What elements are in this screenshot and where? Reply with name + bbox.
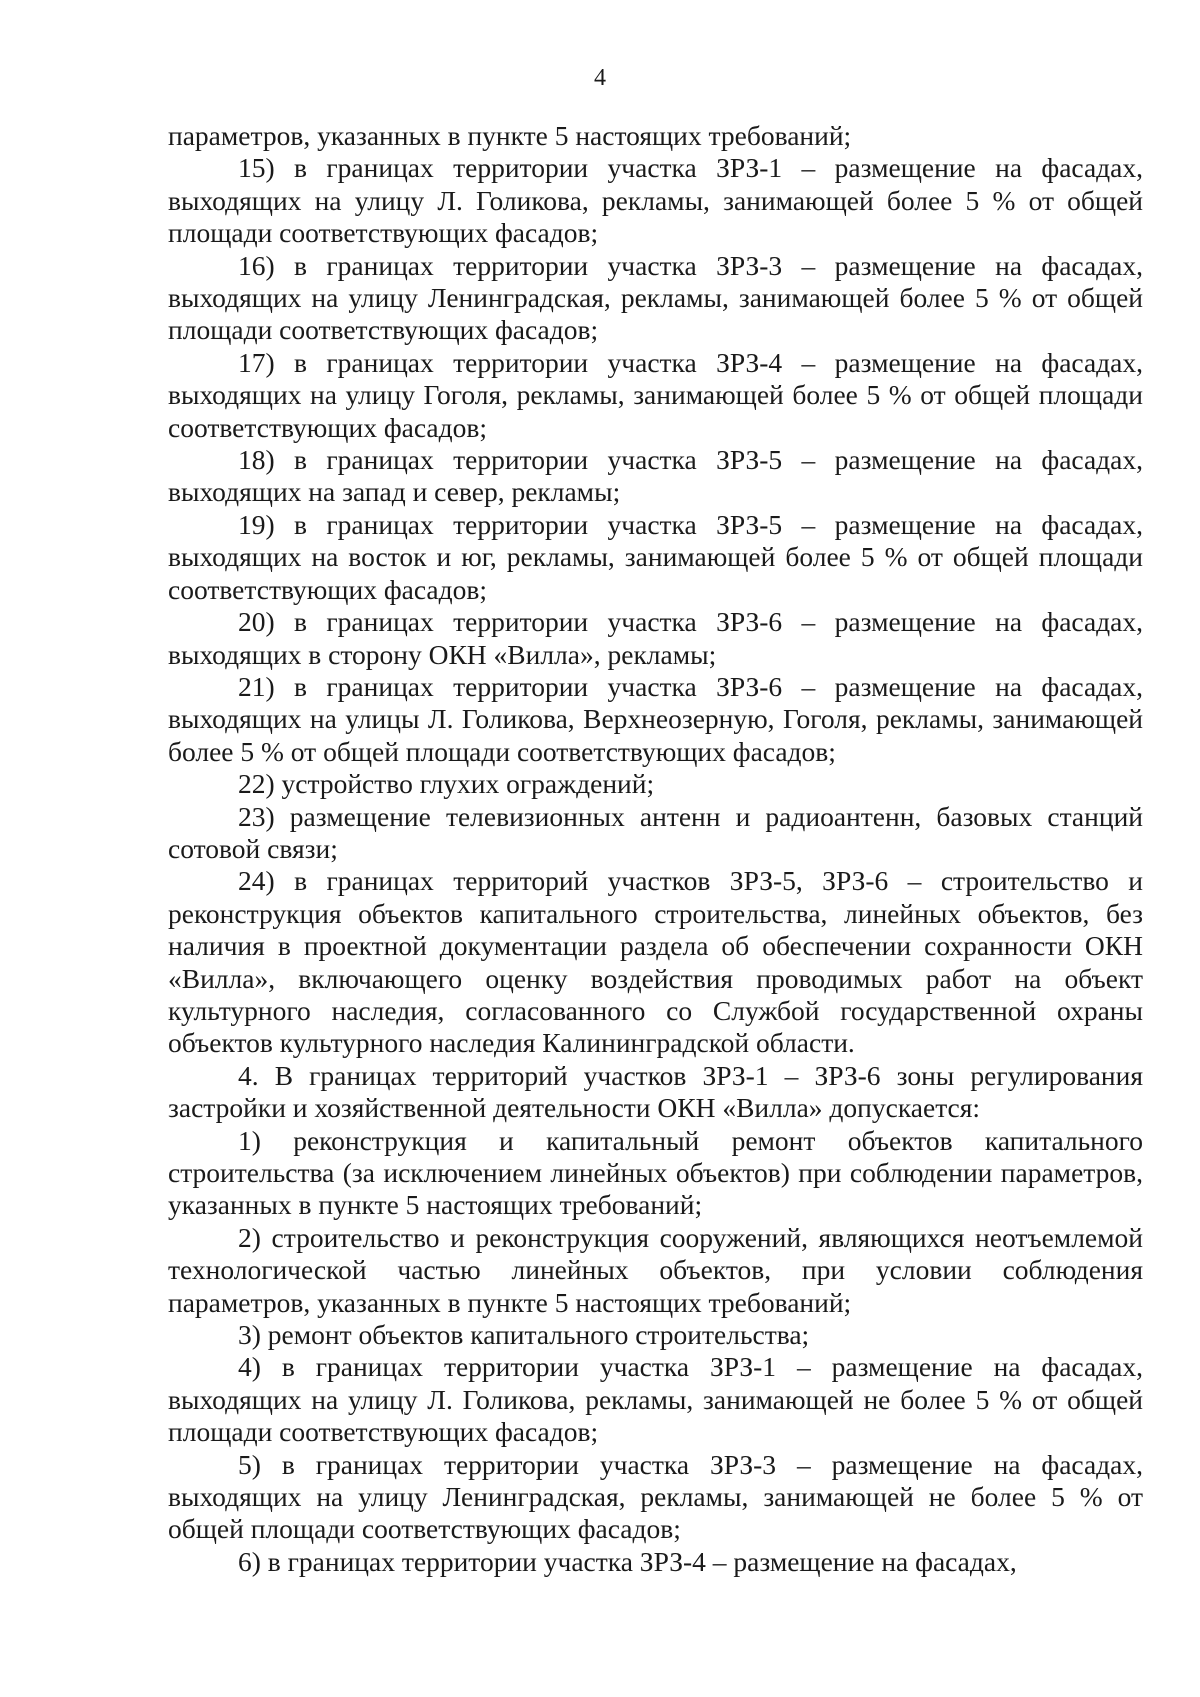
paragraph-item-19: 19) в границах территории участка ЗРЗ-5 – размещение на фасадах, выходящих на восток и юг, рекламы, занимающей более 5 % от общей площади соответствующих фасадов; (168, 508, 1143, 605)
page-number: 4 (594, 65, 606, 91)
paragraph-item-15: 15) в границах территории участка ЗРЗ-1 – размещение на фасадах, выходящих на улицу Л. Голикова, рекламы, занимающей более 5 % от общей площади соответствующих фасадов; (168, 152, 1143, 249)
paragraph-allowed-item-2: 2) строительство и реконструкция сооружений, являющихся неотъемлемой технологической частью линейных объектов, при условии соблюдения параметров, указанных в пункте 5 настоящих требований; (168, 1221, 1143, 1318)
paragraph-item-18: 18) в границах территории участка ЗРЗ-5 – размещение на фасадах, выходящих на запад и север, рекламы; (168, 444, 1143, 508)
paragraph-item-20: 20) в границах территории участка ЗРЗ-6 – размещение на фасадах, выходящих в сторону ОКН «Вилла», рекламы; (168, 606, 1143, 670)
paragraph-allowed-item-4: 4) в границах территории участка ЗРЗ-1 – размещение на фасадах, выходящих на улицу Л. Голикова, рекламы, занимающей не более 5 % от общей площади соответствующих фасадов; (168, 1351, 1143, 1448)
paragraph-item-16: 16) в границах территории участка ЗРЗ-3 – размещение на фасадах, выходящих на улицу Ленинградская, рекламы, занимающей более 5 % от общей площади соответствующих фасадов; (168, 249, 1143, 346)
paragraph-allowed-item-5: 5) в границах территории участка ЗРЗ-3 – размещение на фасадах, выходящих на улицу Ленинградская, рекламы, занимающей не более 5 % от общей площади соответствующих фасадов; (168, 1448, 1143, 1545)
paragraph-item-22: 22) устройство глухих ограждений; (238, 768, 655, 800)
paragraph-allowed-item-3: 3) ремонт объектов капитального строительства; (238, 1319, 810, 1351)
document-body (168, 120, 1143, 1578)
paragraph-allowed-item-6: 6) в границах территории участка ЗРЗ-4 – размещение на фасадах, (238, 1545, 1017, 1577)
paragraph-item-21: 21) в границах территории участка ЗРЗ-6 – размещение на фасадах, выходящих на улицы Л. Голикова, Верхнеозерную, Гоголя, рекламы, занимающей более 5 % от общей площади соответствующих фасадов; (168, 670, 1143, 767)
paragraph-allowed-item-1: 1) реконструкция и капитальный ремонт объектов капитального строительства (за исключением линейных объектов) при соблюдении параметров, указанных в пункте 5 настоящих требований; (168, 1124, 1143, 1221)
paragraph-item-17: 17) в границах территории участка ЗРЗ-4 – размещение на фасадах, выходящих на улицу Гоголя, рекламы, занимающей более 5 % от общей площади соответствующих фасадов; (168, 346, 1143, 443)
section-4-heading-paragraph: 4. В границах территорий участков ЗРЗ-1 – ЗРЗ-6 зоны регулирования застройки и хозяйственной деятельности ОКН «Вилла» допускается: (168, 1059, 1143, 1124)
paragraph-continuation: параметров, указанных в пункте 5 настоящих требований; (168, 120, 852, 151)
paragraph-item-24: 24) в границах территорий участков ЗРЗ-5, ЗРЗ-6 – строительство и реконструкция объектов капитального строительства, линейных объектов, без наличия в проектной документации раздела об обеспечении сохранности ОКН «Вилла», включающего оценку воздействия проводимых работ на объект культурного наследия, согласованного со Службой государственной охраны объектов культурного наследия Калининградской области. (168, 865, 1143, 1059)
paragraph-item-23: 23) размещение телевизионных антенн и радиоантенн, базовых станций сотовой связи; (168, 800, 1143, 864)
